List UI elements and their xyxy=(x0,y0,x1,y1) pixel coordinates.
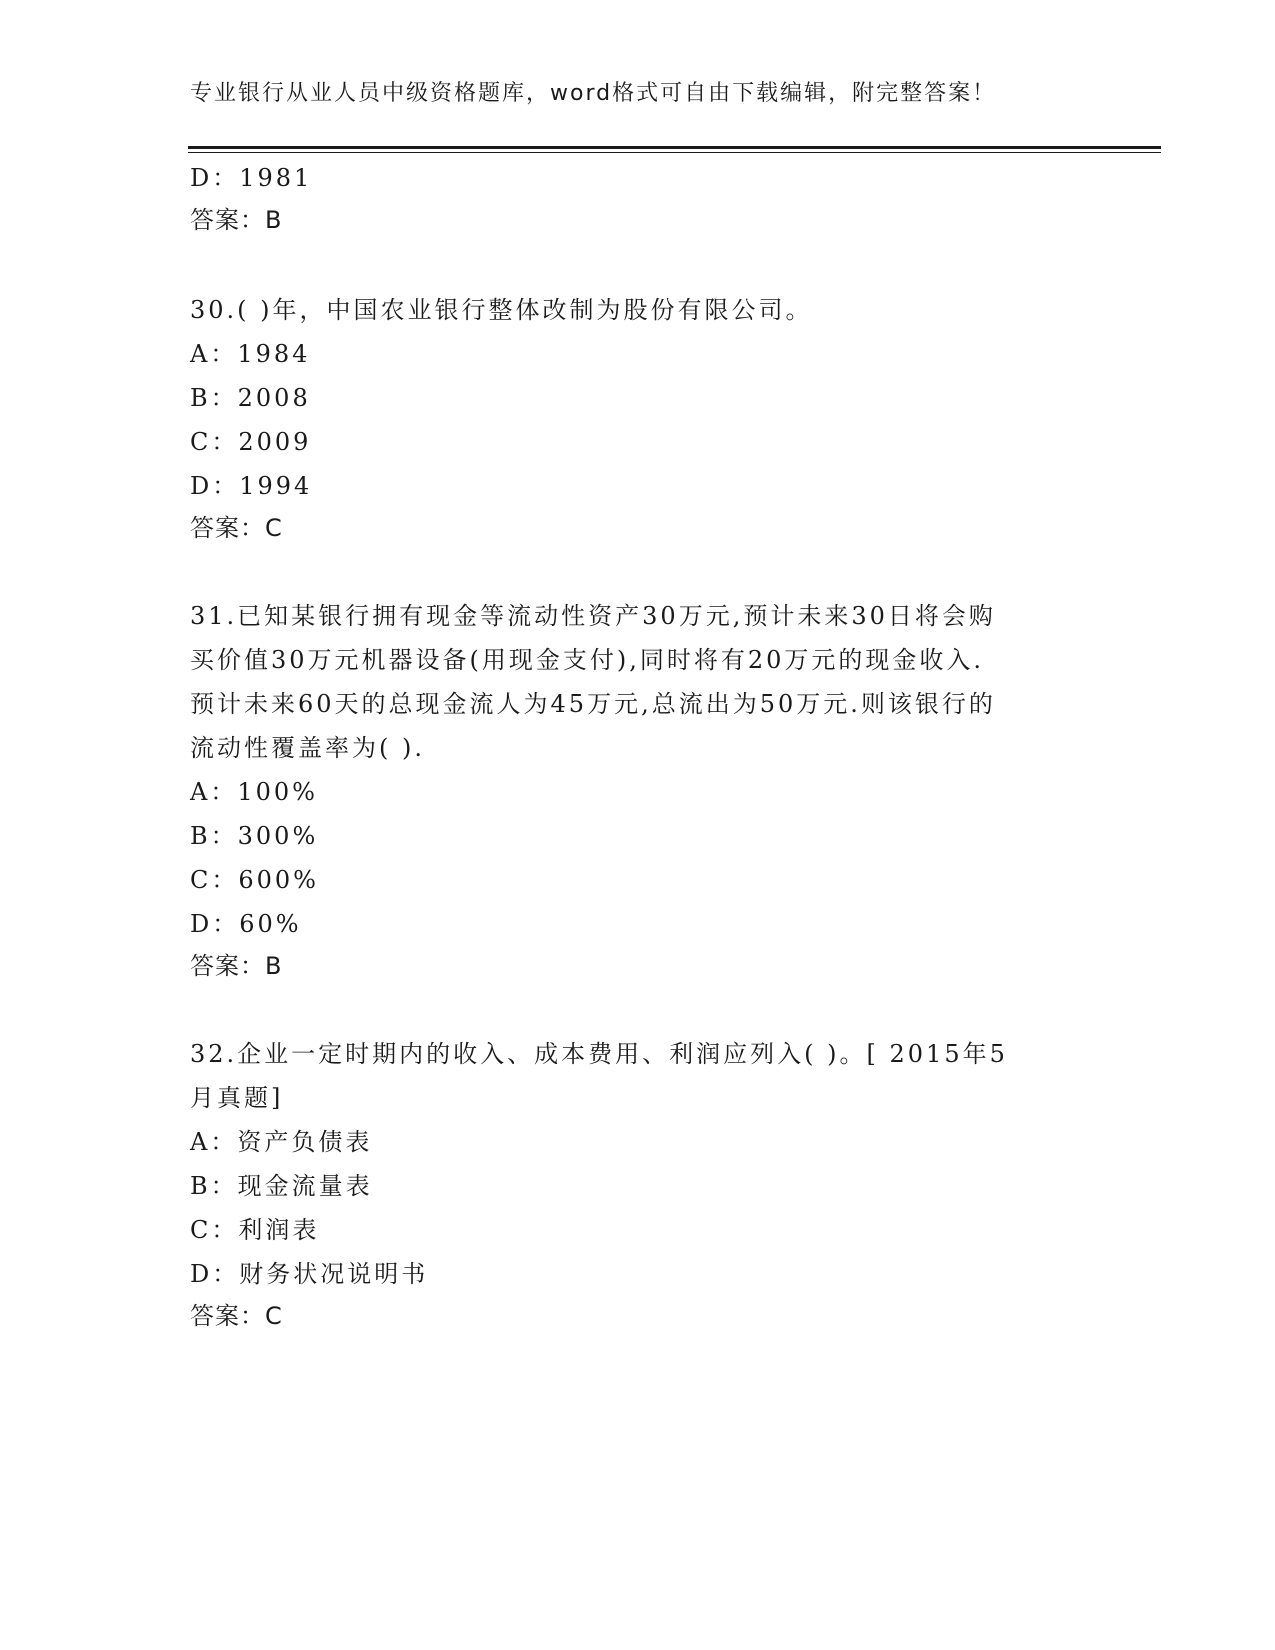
option-b: B：现金流量表 xyxy=(190,1172,373,1200)
answer-line: 答案：C xyxy=(190,514,283,542)
question-stem: 30.( )年，中国农业银行整体改制为股份有限公司。 xyxy=(190,296,813,324)
question-stem-line: 流动性覆盖率为( ). xyxy=(190,734,425,762)
answer-line: 答案：C xyxy=(190,1302,283,1330)
question-stem-line: 月真题] xyxy=(190,1084,284,1112)
option-c: C：600% xyxy=(190,866,319,894)
option-d: D：1981 xyxy=(190,164,313,192)
option-d: D：1994 xyxy=(190,472,313,500)
question-stem-line: 31.已知某银行拥有现金等流动性资产30万元,预计未来30日将会购 xyxy=(190,602,996,630)
option-a: A：1984 xyxy=(190,340,311,368)
option-b: B：300% xyxy=(190,822,319,850)
header-rule-thin xyxy=(188,152,1161,153)
question-stem-line: 预计未来60天的总现金流人为45万元,总流出为50万元.则该银行的 xyxy=(190,690,996,718)
option-d: D：财务状况说明书 xyxy=(190,1260,429,1288)
question-stem-line: 买价值30万元机器设备(用现金支付),同时将有20万元的现金收入. xyxy=(190,646,985,674)
question-stem-line: 32.企业一定时期内的收入、成本费用、利润应列入( )。[ 2015年5 xyxy=(190,1040,1008,1068)
answer-line: 答案：B xyxy=(190,952,283,980)
option-d: D：60% xyxy=(190,910,302,938)
answer-line: 答案：B xyxy=(190,206,283,234)
option-a: A：资产负债表 xyxy=(190,1128,373,1156)
option-c: C：利润表 xyxy=(190,1216,320,1244)
option-c: C：2009 xyxy=(190,428,312,456)
page-header: 专业银行从业人员中级资格题库，word格式可自由下载编辑，附完整答案！ xyxy=(190,81,997,106)
option-a: A：100% xyxy=(190,778,318,806)
option-b: B：2008 xyxy=(190,384,311,412)
header-rule-thick xyxy=(188,146,1161,149)
